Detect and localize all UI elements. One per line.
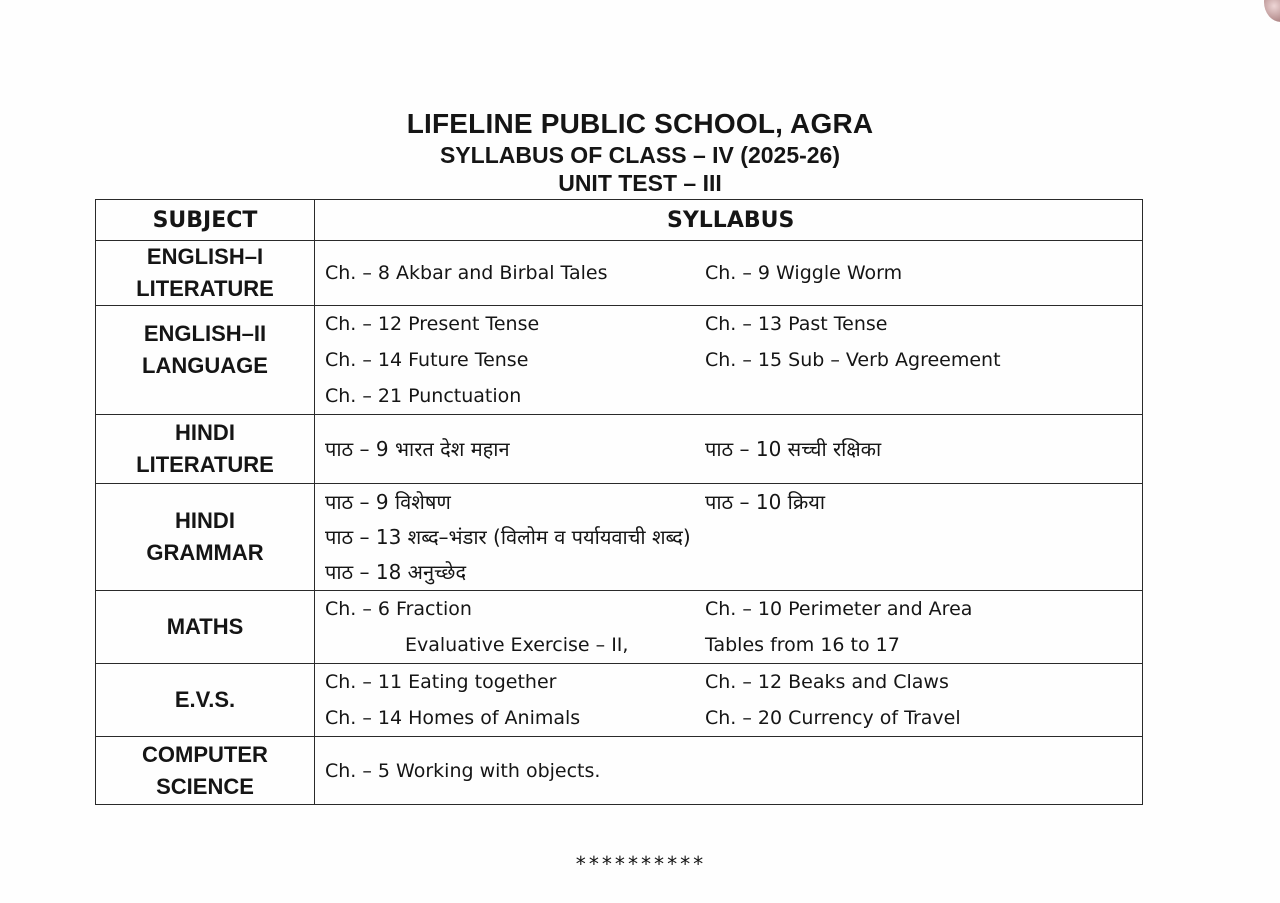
subject-cell: [96, 591, 315, 664]
table-row-english-literature: [96, 241, 1143, 306]
chapter-item: Ch. – 6 Fraction: [325, 598, 472, 620]
chapter-item: पाठ – 13 शब्द–भंडार (विलोम व पर्यायवाची शब्द): [325, 524, 691, 549]
chapter-item: Ch. – 20 Currency of Travel: [705, 707, 961, 729]
subject-line2: LITERATURE: [136, 276, 274, 301]
chapter-item: Ch. – 9 Wiggle Worm: [705, 262, 903, 284]
table-row-english-language: [96, 306, 1143, 415]
chapter-item: Evaluative Exercise – II,: [405, 634, 629, 656]
syllabus-cell: [315, 241, 1143, 306]
syllabus-cell: [315, 664, 1143, 737]
subject-line1: HINDI: [175, 508, 235, 533]
subject-line1: COMPUTER: [142, 741, 268, 767]
subject-line1: E.V.S.: [174, 687, 236, 712]
subject-cell: [96, 664, 315, 737]
syllabus-cell: [315, 737, 1143, 805]
table-header-row: [96, 200, 1143, 241]
chapter-item: Ch. – 21 Punctuation: [325, 385, 522, 407]
chapter-item: पाठ – 10 सच्ची रक्षिका: [705, 436, 882, 461]
syllabus-title: SYLLABUS OF CLASS – IV (2025-26): [439, 142, 841, 168]
subject-line1: ENGLISH–I: [146, 244, 264, 269]
chapter-item: पाठ – 9 भारत देश महान: [325, 436, 510, 461]
subject-line1: MATHS: [166, 614, 244, 639]
subject-line2: LANGUAGE: [142, 353, 268, 378]
syllabus-cell: [315, 415, 1143, 484]
table-row-computer-science: [96, 737, 1143, 805]
chapter-item: पाठ – 18 अनुच्छेद: [325, 559, 467, 584]
subject-cell: [96, 241, 315, 306]
subject-line2: SCIENCE: [156, 773, 254, 799]
chapter-item: Ch. – 13 Past Tense: [705, 313, 888, 335]
subject-line1: HINDI: [175, 420, 235, 445]
chapter-item: Ch. – 5 Working with objects.: [325, 759, 601, 782]
footer-asterisks: **********: [574, 852, 706, 876]
chapter-item: Ch. – 15 Sub – Verb Agreement: [705, 349, 1001, 371]
chapter-item: Ch. – 10 Perimeter and Area: [705, 598, 973, 620]
chapter-item: Ch. – 8 Akbar and Birbal Tales: [325, 262, 608, 284]
header-syllabus: SYLLABUS: [315, 200, 1143, 241]
school-name: LIFELINE PUBLIC SCHOOL, AGRA: [406, 108, 874, 139]
subject-cell: [96, 737, 315, 805]
chapter-item: Ch. – 14 Future Tense: [325, 349, 529, 371]
subject-line2: LITERATURE: [136, 452, 274, 477]
subject-line2: GRAMMAR: [146, 540, 264, 565]
subject-cell: [96, 306, 315, 415]
table-row-evs: [96, 664, 1143, 737]
header-subject: SUBJECT: [96, 200, 315, 241]
table-row-maths: [96, 591, 1143, 664]
chapter-item: Ch. – 11 Eating together: [325, 671, 557, 693]
syllabus-table: [95, 199, 1143, 805]
exam-title: UNIT TEST – III: [558, 170, 722, 196]
subject-line1: ENGLISH–II: [143, 321, 267, 346]
chapter-item: Ch. – 12 Present Tense: [325, 313, 540, 335]
chapter-item: Ch. – 12 Beaks and Claws: [705, 671, 949, 693]
subject-cell: [96, 484, 315, 591]
syllabus-cell: [315, 484, 1143, 591]
syllabus-cell: [315, 306, 1143, 415]
table-row-hindi-grammar: [96, 484, 1143, 591]
syllabus-cell: [315, 591, 1143, 664]
chapter-item: Ch. – 14 Homes of Animals: [325, 707, 581, 729]
chapter-item: पाठ – 9 विशेषण: [325, 489, 451, 514]
page-corner-shadow: [1264, 0, 1280, 22]
chapter-item: Tables from 16 to 17: [705, 634, 900, 656]
table-row-hindi-literature: [96, 415, 1143, 484]
chapter-item: पाठ – 10 क्रिया: [705, 489, 826, 514]
subject-cell: [96, 415, 315, 484]
